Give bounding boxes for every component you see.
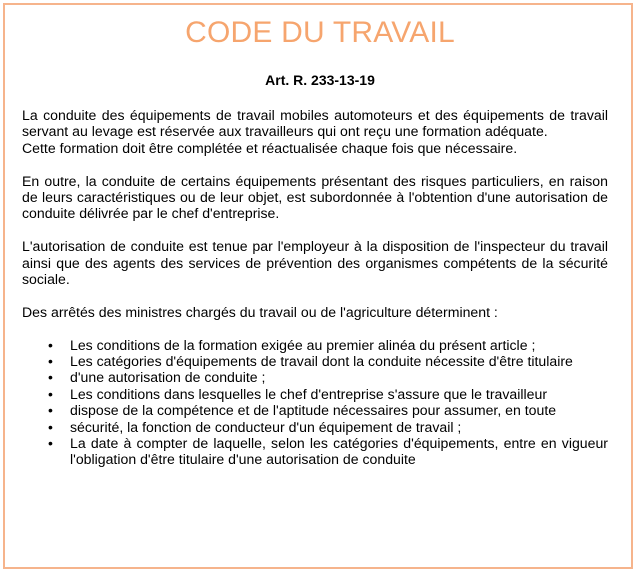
list-item <box>22 369 608 385</box>
list-item <box>22 419 608 435</box>
bullet-icon: • <box>48 435 53 452</box>
paragraph-3: En outre, la conduite de certains équipements présentant des risques particuliers, en raison de leurs caractéristiques ou de leur objet, est subordonnée à l'obtention d'une autorisation de conduite délivrée par le chef d'entreprise. <box>22 172 608 222</box>
list-item-text: La date à compter de laquelle, selon les catégories d'équipements, entre en vigueur l'obligation d'être titulaire d'une autorisation de conduite <box>70 435 608 468</box>
bullet-icon: • <box>48 385 53 402</box>
list-item-text: dispose de la compétence et de l'aptitude nécessaires pour assumer, en toute <box>70 402 557 419</box>
bullet-icon: • <box>48 353 53 370</box>
bullet-icon: • <box>48 418 53 435</box>
list-item <box>22 386 608 402</box>
bullet-icon: • <box>48 369 53 386</box>
paragraph-2: Cette formation doit être complétée et réactualisée chaque fois que nécessaire. <box>22 139 518 156</box>
bullet-icon: • <box>48 336 53 353</box>
list-item <box>22 337 608 353</box>
paragraph-4: L'autorisation de conduite est tenue par l'employeur à la disposition de l'inspecteur du travail ainsi que des agents des services de prévention des organismes compétents de la sécurité sociale. <box>22 238 608 288</box>
list-item <box>22 435 608 468</box>
list-item-text: Les conditions de la formation exigée au premier alinéa du présent article ; <box>70 336 536 353</box>
list-item <box>22 402 608 418</box>
document-title: CODE DU TRAVAIL <box>185 16 455 49</box>
article-reference: Art. R. 233-13-19 <box>265 72 375 88</box>
list-item-text: Les conditions dans lesquelles le chef d'entreprise s'assure que le travailleur <box>70 385 548 402</box>
bullet-list <box>22 337 608 468</box>
list-item-text: d'une autorisation de conduite ; <box>70 369 266 386</box>
paragraph-1: La conduite des équipements de travail mobiles automoteurs et des équipements de travail servant au levage est réservée aux travailleurs qui ont reçu une formation adéquate. <box>22 107 608 140</box>
list-item-text: sécurité, la fonction de conducteur d'un équipement de travail ; <box>70 418 462 435</box>
bullet-icon: • <box>48 402 53 419</box>
list-item-text: Les catégories d'équipements de travail dont la conduite nécessite d'être titulaire <box>70 353 573 370</box>
paragraph-5: Des arrêtés des ministres chargés du travail ou de l'agriculture déterminent : <box>22 303 498 320</box>
document-body <box>22 107 608 468</box>
list-item <box>22 353 608 369</box>
